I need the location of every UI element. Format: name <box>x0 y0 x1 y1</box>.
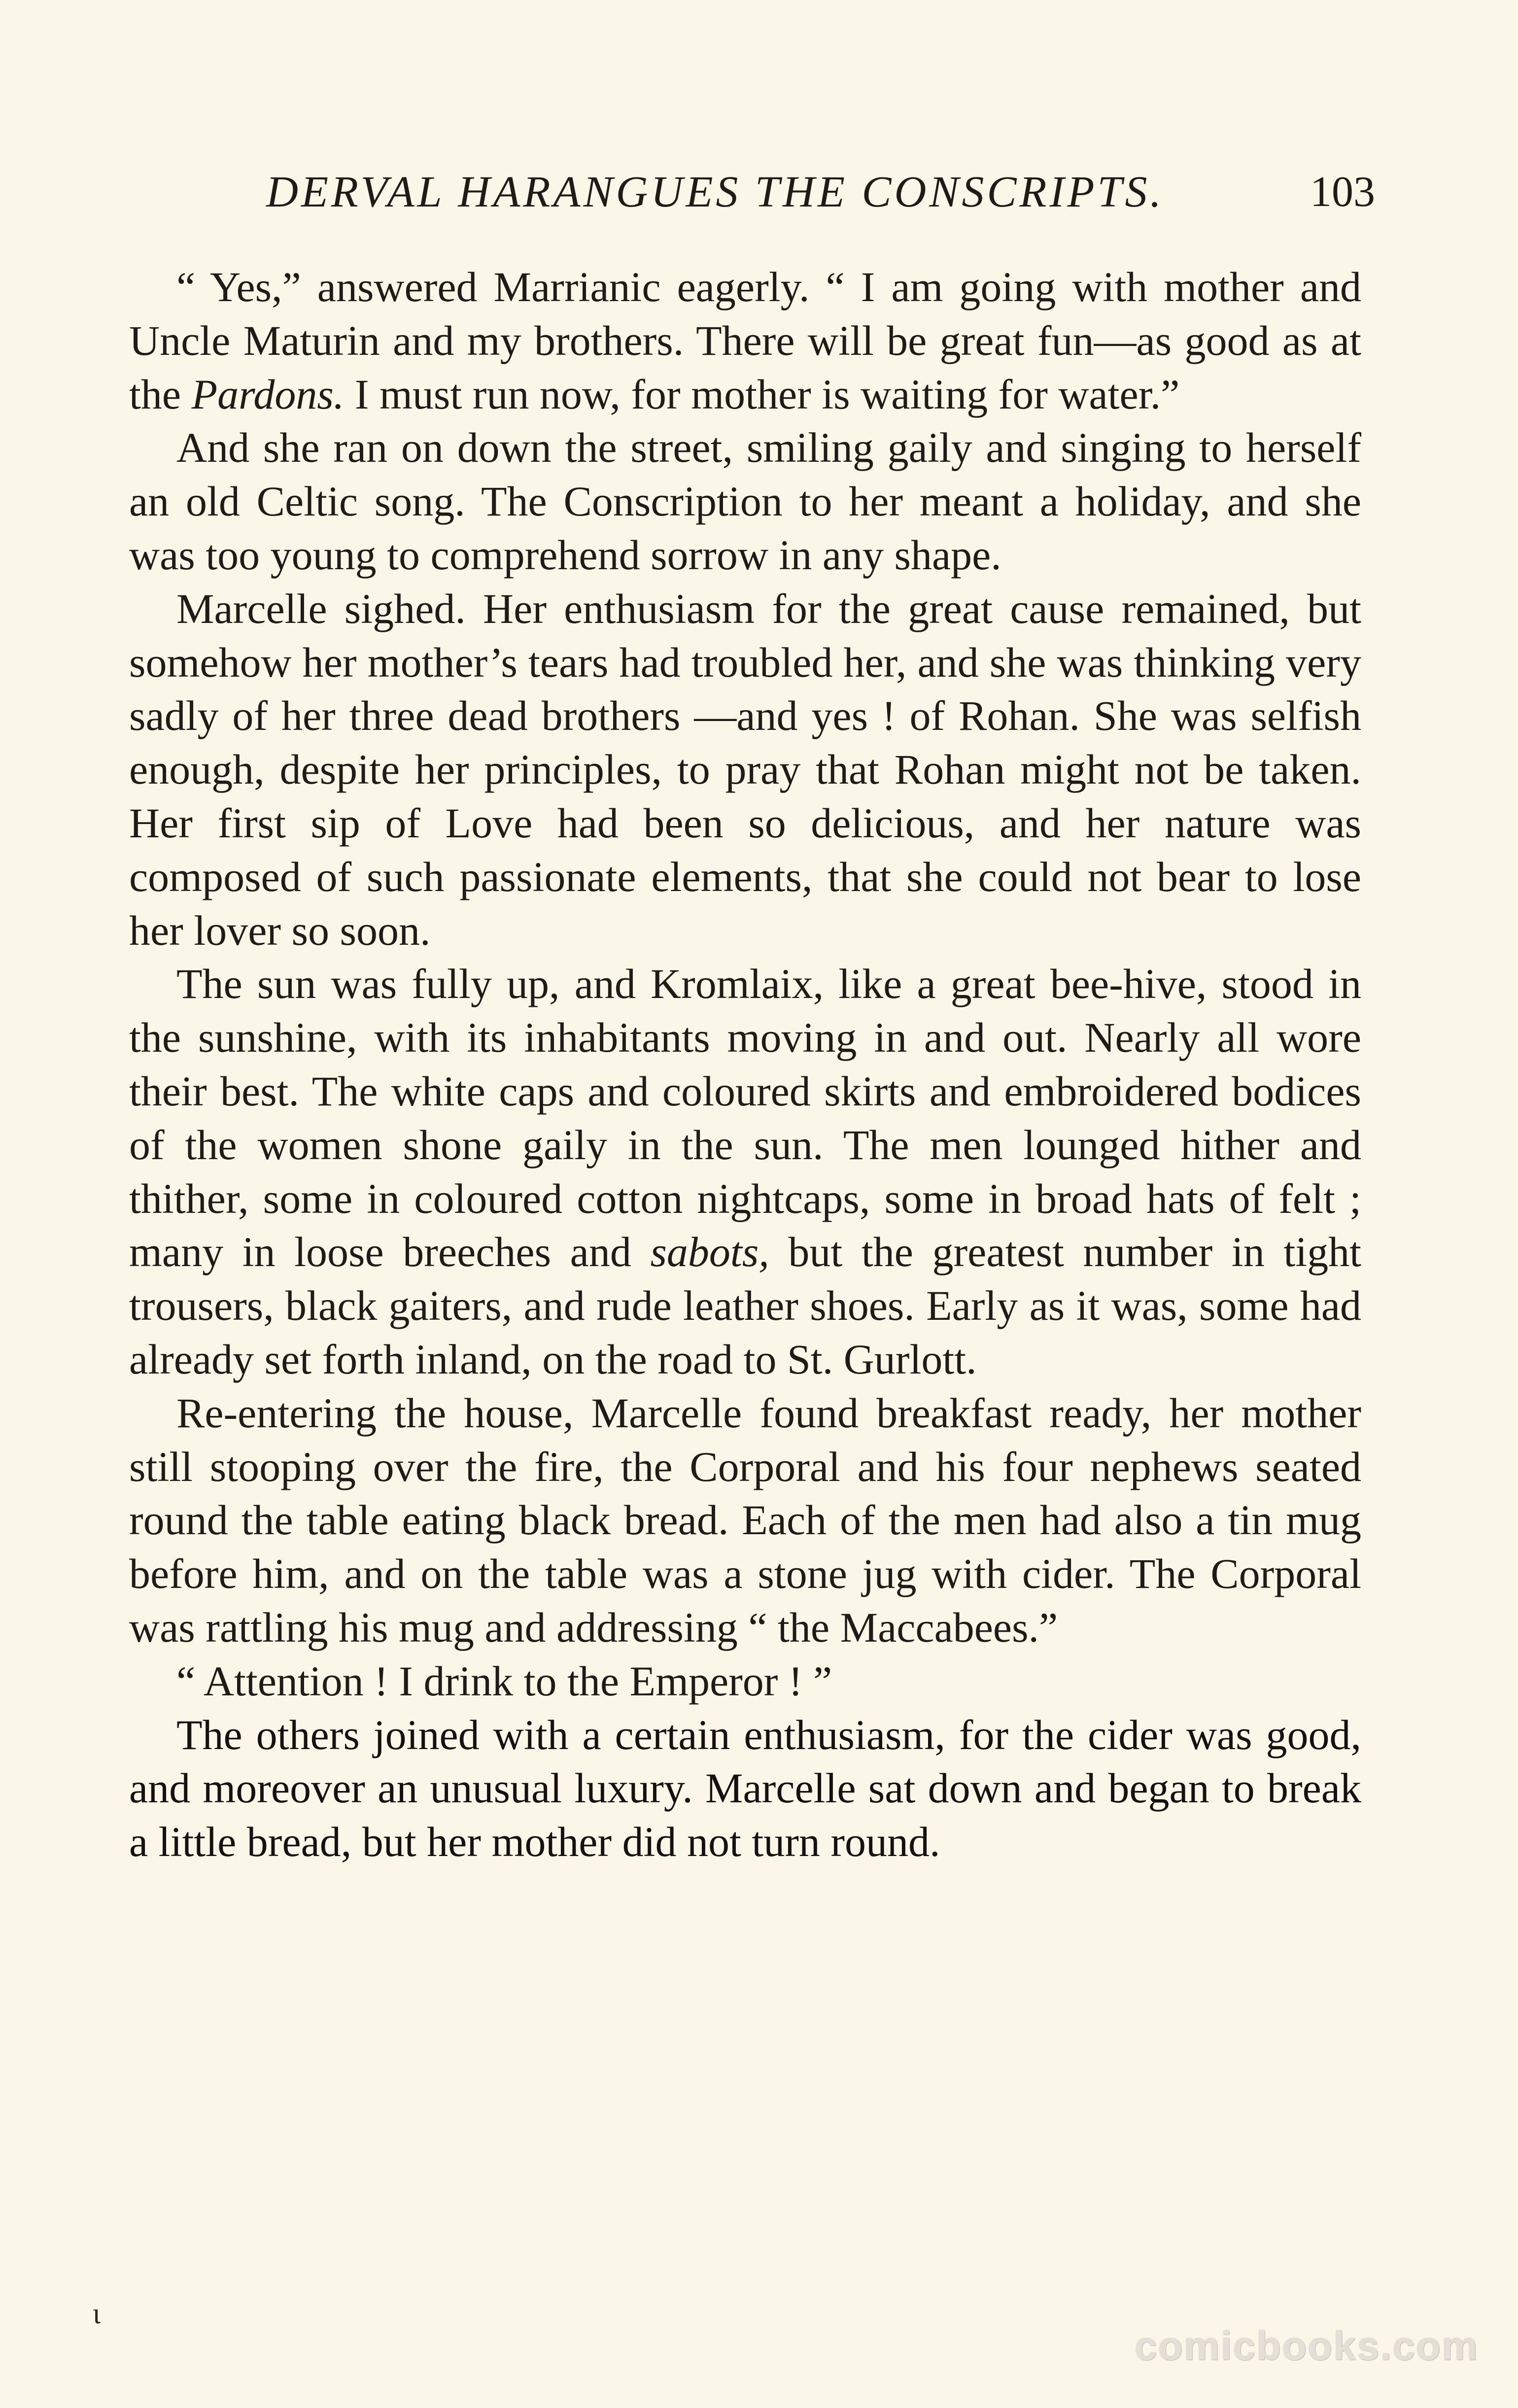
italic-word: sabots, <box>650 1228 769 1276</box>
paragraph-3 <box>129 582 1361 958</box>
paragraph-text: “ Yes,” answered Marrianic eagerly. “ I am going with mother and Uncle Maturin and my brothers. There will be great fun—as good as at the <box>129 263 1361 418</box>
paragraph-text: And she ran on down the street, smiling gaily and singing to herself an old Celtic song. The Conscription to her meant a holiday, and she was too young to comprehend sorrow in any shape. <box>129 424 1361 579</box>
body-text <box>129 260 1361 1869</box>
running-head <box>266 163 1375 222</box>
italic-word: Pardons. <box>191 370 345 418</box>
paragraph-7 <box>129 1708 1361 1869</box>
paragraph-text: Marcelle sighed. Her enthusiasm for the great cause remained, but somehow her mother’s tears had troubled her, and she was thinking very sadly of her three dead brothers —and yes ! of Rohan. She was selfish enough, despite her principles, to pray that Rohan might not be taken. Her first sip of Love had been so delicious, and her nature was composed of such passionate elements, that she could not bear to lose her lover so soon. <box>129 585 1361 954</box>
paragraph-text: Re-entering the house, Marcelle found breakfast ready, her mother still stooping over the fire, the Corporal and his four nephews seated round the table eating black bread. Each of the men had also a tin mug before him, and on the table was a stone jug with cider. The Corporal was rattling his mug and addressing “ the Maccabees.” <box>129 1389 1361 1651</box>
paragraph-5 <box>129 1386 1361 1654</box>
paragraph-text: I must run now, for mother is waiting for water.” <box>344 370 1180 418</box>
paragraph-text: but the greatest number in tight trousers, black gaiters, and rude leather shoes. Early as it was, some had already set forth inland, on the road to St. Gurlott. <box>129 1228 1361 1383</box>
running-title: DERVAL HARANGUES THE CONSCRIPTS. <box>266 168 1165 216</box>
paragraph-2 <box>129 421 1361 582</box>
paragraph-text: “ Attention ! I drink to the Emperor ! ” <box>176 1657 832 1705</box>
paragraph-4 <box>129 957 1361 1386</box>
watermark: comicbooks.com <box>1135 2324 1479 2369</box>
paragraph-1 <box>129 260 1361 421</box>
paragraph-text: The others joined with a certain enthusiasm, for the cider was good, and moreover an unusual luxury. Marcelle sat down and began to break a little bread, but her mother did not turn round. <box>129 1711 1361 1866</box>
page-number: 103 <box>1310 168 1375 216</box>
margin-mark: ɩ <box>93 2297 101 2330</box>
paragraph-6 <box>129 1654 1361 1708</box>
paragraph-text: The sun was fully up, and Kromlaix, like a great bee-hive, stood in the sunshine, with its inhabitants moving in and out. Nearly all wore their best. The white caps and coloured skirts and embroidered bodices of the women shone gaily in the sun. The men lounged hither and thither, some in coloured cotton nightcaps, some in broad hats of felt ; many in loose breeches and <box>129 960 1361 1276</box>
